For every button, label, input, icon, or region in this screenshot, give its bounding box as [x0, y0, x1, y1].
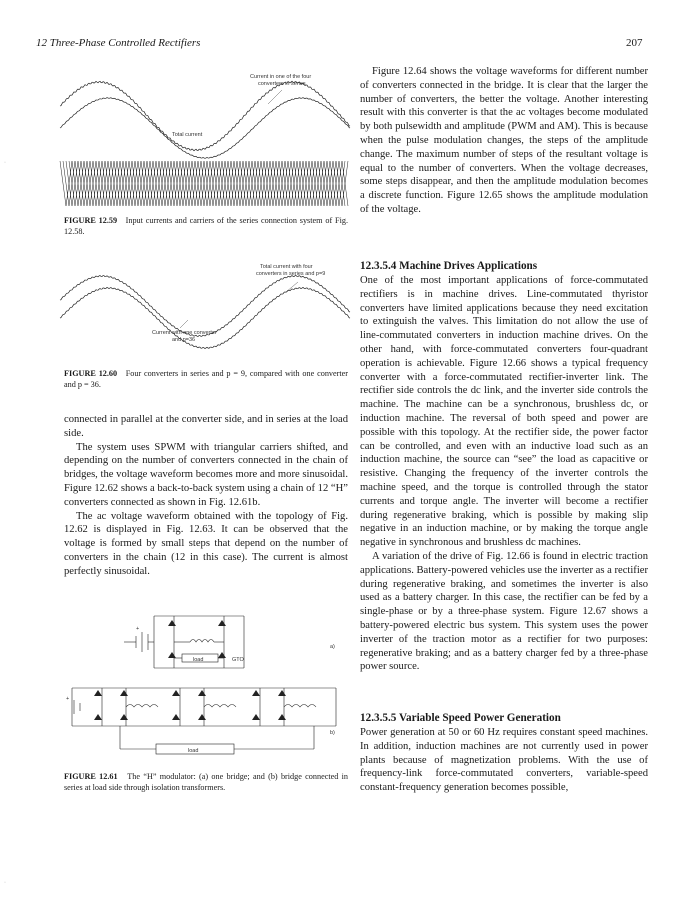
f60-leader-bottom: [180, 320, 188, 328]
right-column-top: [360, 65, 648, 217]
f59-carrier-triangles: [60, 161, 348, 206]
f59-current-waves: [60, 81, 350, 158]
h-bridge-chain-b: [72, 688, 336, 754]
paragraph: connected in parallel at the converter side, and in series at the load side.: [64, 414, 348, 439]
right-column-variable-speed: [360, 726, 648, 795]
f59-converter-current: [60, 81, 350, 151]
figure-12-59-caption: [64, 215, 348, 237]
paragraph: Figure 12.64 shows the voltage waveforms for different number of converters connected in the bridge. It is clear that the larger the number of converters, the better the voltage. Another interesting result with this converter is that the ac voltages become modulated by both pulsewidth and amplitude (PWM and AM). This is because when the pulse modulation changes, the steps of the amplitude change. The maximum number of steps of the resultant voltage is equal to the number of converters. When the voltage decreases, some steps disappear, and then the amplitude modulation becomes a discrete function. Figure 12.65 shows the amplitude modulation of the voltage.: [360, 66, 648, 215]
paragraph: The system uses SPWM with triangular carriers shifted, and depending on the number of converters connected in the chain of bridges, the voltage waveform becomes more and more sinusoidal. Figure 12.62 shows a back-to-back system using a chain of 12 “H” converters connected as shown in Fig. 12.61b.: [64, 441, 348, 508]
f60-total-current: [60, 276, 350, 337]
battery-a: [124, 632, 142, 652]
section-heading-machine-drives: 12.3.5.4 Machine Drives Applications: [360, 260, 538, 272]
plus-sign-a: +: [136, 626, 140, 632]
f59-label-total: Total current: [172, 132, 203, 138]
f60-leader-top: [286, 282, 298, 292]
caption-number: FIGURE 12.61: [64, 772, 118, 781]
left-column-text: [64, 413, 348, 579]
figure-12-61-caption: [64, 771, 348, 793]
caption-number: FIGURE 12.60: [64, 369, 118, 378]
figure-12-60-caption: [64, 368, 348, 390]
page-number: 207: [626, 37, 643, 49]
f60-label-bottom: Current with one converter and p=36: [152, 330, 217, 343]
section-heading-variable-speed: 12.3.5.5 Variable Speed Power Generation: [360, 712, 561, 724]
caption-text: The “H” modulator: (a) one bridge; and (b) bridge connected in series at load side through isolation transformers.: [64, 772, 348, 792]
f60-current-waves: [60, 276, 350, 349]
f60-label-top: Total current with four converters in series and p=9: [256, 264, 326, 277]
paragraph: The ac voltage waveform obtained with the topology of Fig. 12.62 is displayed in Fig. 12.63. It can be observed that the voltage is formed by small steps that depend on the number of converters in the chain (12 in this case). The current is almost perfectly sinusoidal.: [64, 510, 348, 577]
plus-sign-b: +: [66, 696, 70, 702]
panel-b-label: b): [330, 730, 335, 736]
switch-symbols: [94, 620, 286, 720]
figure-12-60: [60, 258, 350, 363]
figure-12-59: [60, 68, 350, 210]
f60-single-converter-current: [60, 287, 350, 348]
paragraph: One of the most important applications of force-commutated rectifiers is in machine drives. Line-commutated thyristor converters have limited applications because they need excitation to extinguish the valves. This limitation do not allow the use of line-commutated converters in induction machine drives. On the other hand, with force-commutated converters four-quadrant operation is achievable. Figure 12.66 shows a typical frequency converter with a force-commutated rectifier-inverter link. The rectifier side controls the dc link, and the inverter side controls the machine. The machine can be a synchronous, brushless dc, or induction machine. The reversal of both speed and power are possible with this topology. At the rectifier side, the power factor can be controlled, and even with an inductive load such as an induction machine, the source can “see” the load as capacitive or resistive. Changing the frequency of the inverter controls the machine speed, and the torque is controlled through the stator currents and torque angle. The inverter will become a rectifier during regenerative braking, which is possible by making slip negative in an induction machine, or by making the torque angle negative in synchronous and brushless dc machines.: [360, 275, 648, 549]
caption-text: Four converters in series and p = 9, compared with one converter and p = 36.: [64, 369, 348, 389]
paragraph: Power generation at 50 or 60 Hz requires constant speed machines. In addition, induction machines are not currently used in power plants because of magnetization problems. With the use of frequency-link force-commutated converters, variable-speed constant-frequency generation becomes possible,: [360, 727, 648, 794]
f59-carrier-triangle: [66, 161, 348, 206]
caption-number: FIGURE 12.59: [64, 216, 118, 225]
f59-label-top: Current in one of the four converters in series: [250, 74, 312, 87]
margin-mark: ·: [4, 880, 6, 886]
f59-label-leader: [268, 90, 282, 104]
load-label-b: load: [188, 748, 199, 754]
figure-12-61: [64, 606, 350, 766]
caption-text: Input currents and carriers of the series connection system of Fig. 12.58.: [64, 216, 349, 236]
panel-a-label: a): [330, 644, 335, 650]
running-header: 12 Three-Phase Controlled Rectifiers: [36, 37, 201, 49]
gto-label: GTO: [232, 657, 244, 663]
load-label-a: load: [193, 657, 204, 663]
paragraph: A variation of the drive of Fig. 12.66 is found in electric traction applications. Battery-powered vehicles use the inverter as a rectifier during regenerative braking, and sometimes the inverter is also used as a battery charger. In this case, the rectifier can be fed by a single-phase or by a three-phase system. Figure 12.67 shows a battery-powered electric bus system. This system uses the power inverter of the traction motor as a rectifier for two purposes: regenerative braking; and as a battery charger fed by a three-phase power source.: [360, 550, 648, 673]
margin-mark: ·: [4, 160, 6, 166]
right-column-machine-drives: [360, 274, 648, 674]
